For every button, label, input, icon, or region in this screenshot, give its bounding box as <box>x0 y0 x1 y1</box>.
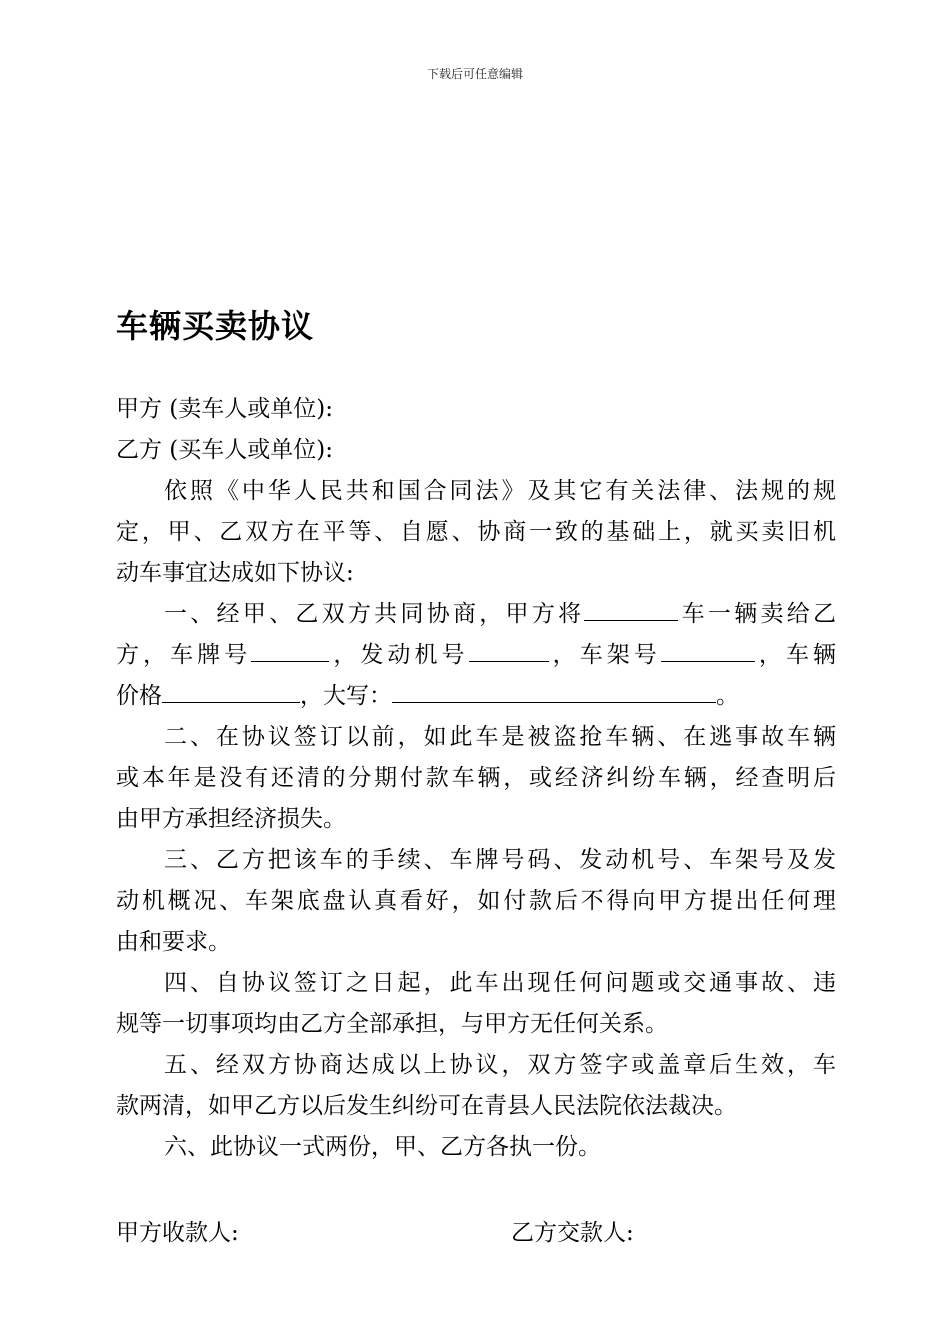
clause-1-line <box>116 594 836 635</box>
clause-2-line: 二、在协议签订以前，如此车是被盗抢车辆、在逃事故车辆 <box>164 724 836 750</box>
clause-1-text: 车一辆卖给乙 <box>678 601 837 627</box>
intro-line: 动车事宜达成如下协议: <box>116 560 354 586</box>
clause-2-line: 由甲方承担经济损失。 <box>116 806 346 832</box>
plate-number-blank[interactable] <box>251 635 329 662</box>
clause-1-text: 。 <box>716 683 739 709</box>
clause-4-line: 规等一切事项均由乙方全部承担，与甲方无任何关系。 <box>116 1011 668 1037</box>
clause-1-text: ，车辆 <box>754 642 837 668</box>
clause-3-line: 三、乙方把该车的手续、车牌号码、发动机号、车架号及发 <box>164 847 836 873</box>
price-in-words-blank[interactable] <box>392 676 716 703</box>
party-b-line: 乙方 (买车人或单位): <box>116 437 334 463</box>
vehicle-brand-blank[interactable] <box>584 594 678 621</box>
clause-1-text: ，发动机号 <box>329 642 469 668</box>
header-note: 下载后可任意编辑 <box>426 67 523 81</box>
clause-1-text: 一、经甲、乙双方共同协商，甲方将 <box>164 601 585 627</box>
engine-number-blank[interactable] <box>469 635 549 662</box>
frame-number-blank[interactable] <box>661 635 755 662</box>
clause-5-line: 五、经双方协商达成以上协议，双方签字或盖章后生效，车 <box>164 1052 836 1078</box>
clause-1-line <box>116 635 836 676</box>
agreement-body <box>116 389 836 1168</box>
clause-6-line: 六、此协议一式两份，甲、乙方各执一份。 <box>164 1134 601 1160</box>
price-blank[interactable] <box>162 676 300 703</box>
party-b-payer-label: 乙方交款人: <box>511 1220 634 1246</box>
clause-1-text: 方，车牌号 <box>116 642 252 668</box>
clause-2-line: 或本年是没有还清的分期付款车辆，或经济纠纷车辆，经查明后 <box>116 765 836 791</box>
clause-3-line: 动机概况、车架底盘认真看好，如付款后不得向甲方提出任何理 <box>116 888 836 914</box>
clause-3-line: 由和要求。 <box>116 929 231 955</box>
clause-5-line: 款两清，如甲乙方以后发生纠纷可在青县人民法院依法裁决。 <box>116 1093 737 1119</box>
intro-line: 定，甲、乙双方在平等、自愿、协商一致的基础上，就买卖旧机 <box>116 519 836 545</box>
clause-1-line <box>116 676 836 717</box>
intro-line: 依照《中华人民共和国合同法》及其它有关法律、法规的规 <box>164 478 836 504</box>
clause-1-text: ，大写： <box>300 683 392 709</box>
clause-4-line: 四、自协议签订之日起，此车出现任何问题或交通事故、违 <box>164 970 836 996</box>
clause-1-text: ，车架号 <box>548 642 661 668</box>
clause-1-text: 价格 <box>116 683 162 709</box>
document-title: 车辆买卖协议 <box>116 307 315 345</box>
party-a-payee-label: 甲方收款人: <box>116 1220 239 1246</box>
party-a-line: 甲方 (卖车人或单位): <box>116 396 334 422</box>
